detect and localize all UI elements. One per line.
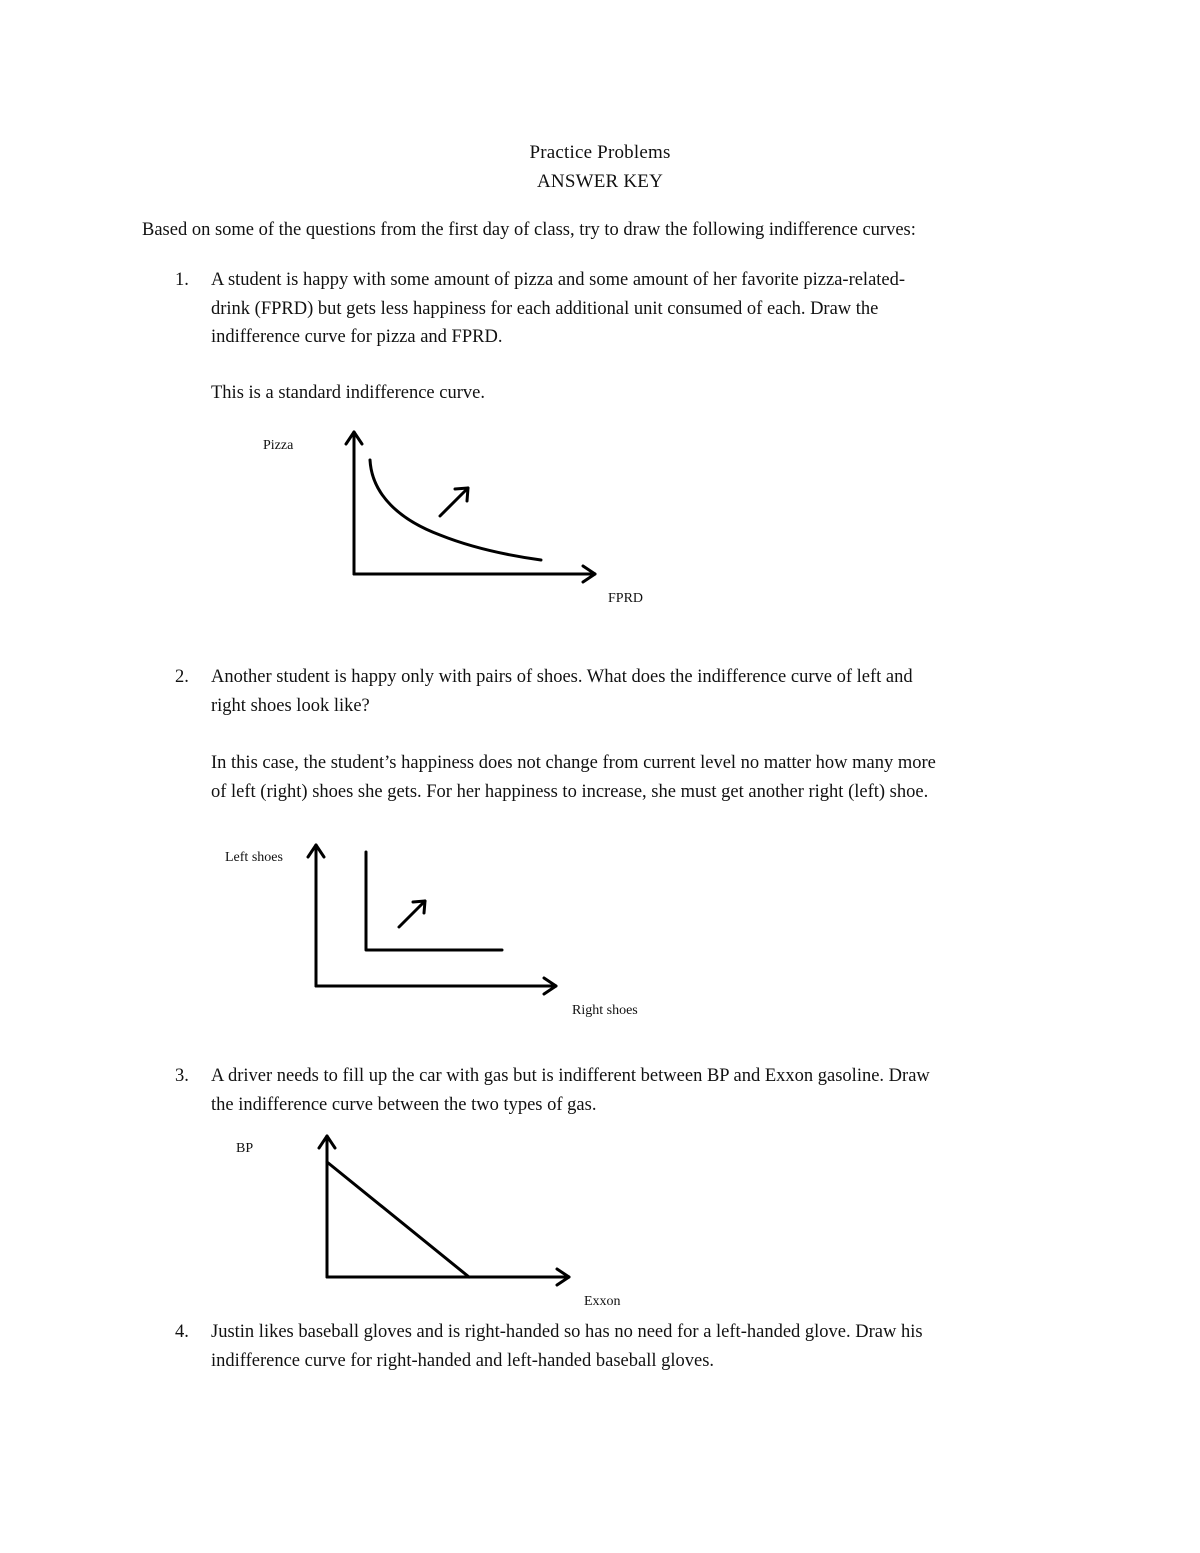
problem-4-line-2: indifference curve for right-handed and left-handed baseball gloves. [211,1350,715,1371]
graph-1-y-label: Pizza [263,438,294,453]
problem-3-line-2: the indifference curve between the two types of gas. [211,1094,597,1115]
problem-4-line-1: Justin likes baseball gloves and is right-handed so has no need for a left-handed glove. Draw his [211,1322,923,1342]
problem-4-text [211,1318,923,1375]
problem-1-number: 1. [175,270,189,290]
problem-1-line-2: drink (FPRD) but gets less happiness for each additional unit consumed of each. Draw the [211,298,879,319]
problem-4-number: 4. [175,1322,189,1342]
problem-3-number: 3. [175,1066,189,1086]
page-subtitle: ANSWER KEY [536,171,664,192]
graph-2-x-label: Right shoes [572,1003,638,1018]
problem-2-line-2: right shoes look like? [211,695,370,716]
graph-1-x-label: FPRD [608,591,644,606]
problem-2-answer-line-1: In this case, the student’s happiness does not change from current level no matter how many more [211,753,936,773]
graph-3-linear-indifference-curve [327,1162,469,1277]
page-title: Practice Problems [529,142,671,163]
graph-3-y-label: BP [236,1141,254,1156]
problem-1-line-3: indifference curve for pizza and FPRD. [211,327,503,347]
graph-3-x-label: Exxon [584,1294,621,1309]
problem-2-line-1: Another student is happy only with pairs of shoes. What does the indifference curve of left and [211,667,913,687]
graph-2-y-label: Left shoes [225,850,283,865]
problem-2-answer-line-2: of left (right) shoes she gets. For her happiness to increase, she must get another right (left) shoe. [211,781,929,802]
intro-text: Based on some of the questions from the first day of class, try to draw the following indifference curves: [142,220,916,240]
problem-1-answer: This is a standard indifference curve. [211,383,485,403]
problem-1-line-1: A student is happy with some amount of pizza and some amount of her favorite pizza-related- [211,270,906,290]
problem-3-line-1: A driver needs to fill up the car with gas but is indifferent between BP and Exxon gasoline. Draw [211,1066,930,1086]
graph-3-axes [319,1136,569,1285]
problem-2-number: 2. [175,667,189,687]
